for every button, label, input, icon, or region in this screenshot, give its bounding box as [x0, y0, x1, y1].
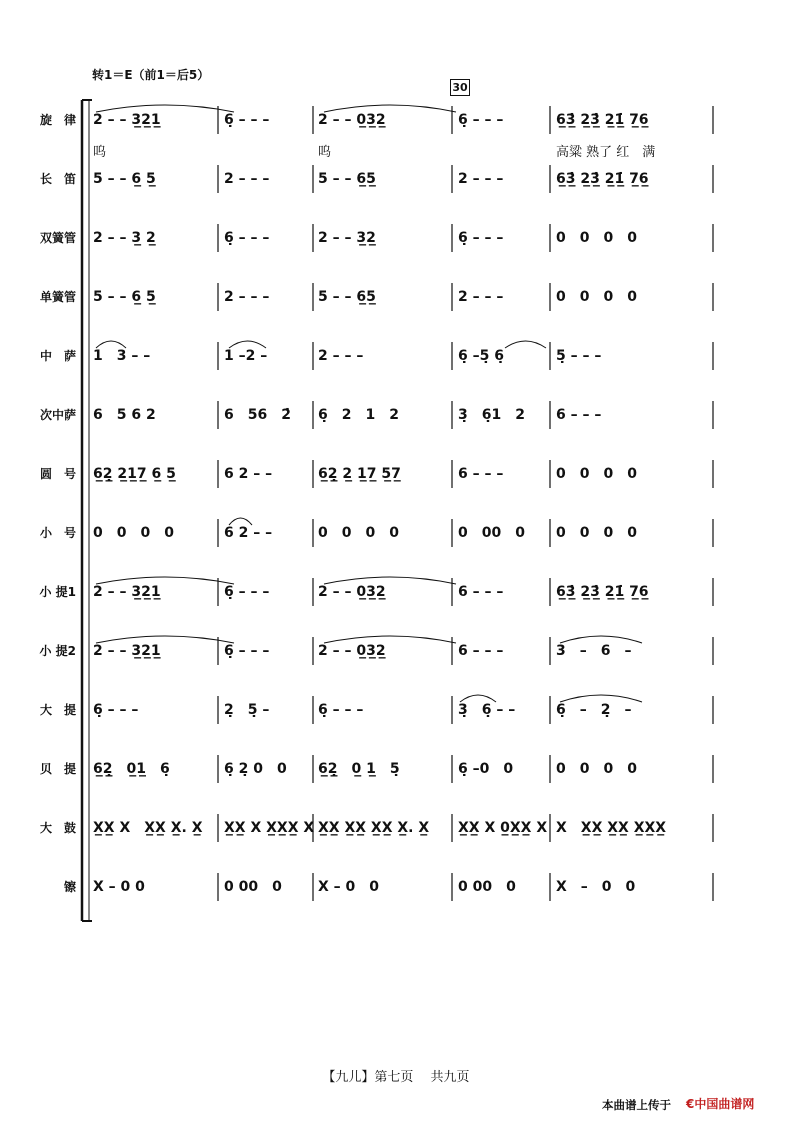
- measure-notation: 2 – – 3̲2̲1̲: [93, 584, 161, 600]
- measure-notation: 6̣ –0 0: [458, 761, 514, 777]
- measure-notation: 2 – – –: [318, 348, 364, 364]
- lyric-text: 呜: [318, 145, 332, 160]
- measure-notation: 6̲3̲̇ 2̲3̲̇ 2̲1̲̇ 7̲6̲: [556, 171, 649, 187]
- measure-notation: X̲X̲ X̲X̲ X̲X̲ X̲. X̲: [318, 820, 430, 836]
- measure-notation: 2 – – 0̲3̲2̲: [318, 643, 386, 659]
- measure-notation: 2 – – 3̲2̲1̲: [93, 112, 161, 128]
- measure-notation: 6̲3̲̇ 2̲3̲̇ 2̲1̲̇ 7̲6̲: [556, 584, 649, 600]
- measure-notation: 3 – 6 –: [556, 643, 632, 659]
- phrase-slur: [560, 636, 642, 643]
- measure-notation: 6̲2̲̣ 2̲1̲7̲ 6̲ 5̲: [93, 466, 176, 482]
- instrument-name: 小 提2: [39, 644, 76, 658]
- measure-notation: 2 – – –: [458, 289, 504, 305]
- measure-notation: X – 0 0: [318, 879, 380, 895]
- logo-text: 中国曲谱网: [694, 1097, 755, 1111]
- phrase-slur: [96, 577, 234, 584]
- measure-notation: 6 5 6 2: [93, 407, 156, 423]
- instrument-name: 长 笛: [39, 172, 76, 186]
- measure-notation: 6 2 – –: [224, 466, 273, 482]
- measure-notation: 0 00 0: [458, 879, 516, 895]
- lyric-text: 呜: [93, 145, 107, 160]
- measure-notation: 6 – – –: [458, 584, 504, 600]
- instrument-name: 大 提: [39, 703, 76, 717]
- measure-notation: X̲X̲ X 0̲X̲X̲ X: [458, 820, 548, 836]
- measure-notation: 6̣ – – –: [224, 584, 270, 600]
- instrument-name: 旋 律: [39, 113, 76, 127]
- phrase-slur: [560, 695, 642, 702]
- instrument-name: 圆 号: [39, 467, 76, 481]
- lyric-text: 高粱 熟了 红 满: [556, 145, 656, 160]
- measure-notation: 6̣ – – –: [93, 702, 139, 718]
- measure-notation: 6̣ 2̣ 0 0: [224, 761, 287, 777]
- phrase-slur: [324, 105, 456, 112]
- measure-notation: 2 – – –: [224, 171, 270, 187]
- measure-notation: 6̣ – – –: [224, 112, 270, 128]
- measure-notation: 0 0 0 0: [556, 289, 637, 305]
- measure-notation: 2 – – 3̲ 2̲: [93, 230, 156, 246]
- phrase-slur: [96, 636, 234, 643]
- instrument-name: 双簧管: [39, 231, 76, 245]
- measure-notation: 2 – – –: [224, 289, 270, 305]
- measure-notation: 0 0 0 0: [556, 466, 637, 482]
- measure-notation: X̲X̲ X X̲X̲ X̲. X̲: [93, 820, 203, 836]
- measure-notation: 1 –2 –: [224, 348, 268, 364]
- measure-notation: 3̣ 6̣ – –: [458, 702, 516, 718]
- page-footer: 【九儿】第七页 共九页: [322, 1070, 470, 1085]
- measure-notation: 5 – – 6̲ 5̲: [93, 171, 156, 187]
- phrase-slur: [96, 105, 234, 112]
- measure-notation: 6 2 – –: [224, 525, 273, 541]
- measure-notation: X̲X̲ X X̲X̲X̲ X: [224, 820, 315, 836]
- measure-notation: 0 00 0: [458, 525, 525, 541]
- measure-notation: 6̣ – – –: [224, 230, 270, 246]
- measure-notation: 0 00 0: [224, 879, 282, 895]
- measure-notation: 5 – – 6̲5̲: [318, 171, 376, 187]
- instrument-name: 大 鼓: [39, 821, 76, 835]
- tie-slur: [505, 341, 546, 348]
- measure-notation: 0 0 0 0: [556, 230, 637, 246]
- measure-notation: X – 0 0: [93, 879, 145, 895]
- tie-slur: [229, 341, 266, 348]
- measure-notation: 6̲2̲̣ 0̲1̲ 6̣: [93, 761, 170, 777]
- measure-notation: 3̣ 6̣1 2: [458, 407, 525, 423]
- tie-slur: [460, 695, 496, 702]
- rehearsal-mark: 30: [450, 79, 470, 96]
- measure-notation: 5̣ – – –: [556, 348, 602, 364]
- measure-notation: 0 0 0 0: [318, 525, 399, 541]
- measure-notation: 2 – – 3̲2̲: [318, 230, 376, 246]
- site-logo: [686, 1095, 754, 1112]
- measure-notation: 6̲2̲̣ 0̲ 1̲ 5̣: [318, 761, 400, 777]
- measure-notation: 2 – – –: [458, 171, 504, 187]
- measure-notation: 6̣ – – –: [318, 702, 364, 718]
- measure-notation: 0 0 0 0: [93, 525, 174, 541]
- measure-notation: 6 – – –: [556, 407, 602, 423]
- measure-notation: 6 56 2̇: [224, 407, 291, 423]
- measure-notation: 6̲2̲̣ 2̲ 1̲7̲ 5̲7̲: [318, 466, 401, 482]
- measure-notation: 6̣ – – –: [458, 230, 504, 246]
- phrase-slur: [324, 636, 456, 643]
- measure-notation: 6̣ – – –: [458, 112, 504, 128]
- instrument-name: 镲: [63, 880, 76, 894]
- instrument-name: 次中萨: [39, 408, 76, 422]
- phrase-slur: [324, 577, 456, 584]
- measure-notation: 2 – – 0̲3̲2̲: [318, 584, 386, 600]
- measure-notation: 0 0 0 0: [556, 525, 637, 541]
- measure-notation: 5 – – 6̲5̲: [318, 289, 376, 305]
- instrument-name: 小 号: [39, 526, 76, 540]
- tie-slur: [229, 518, 252, 525]
- measure-notation: 2 – – 3̲2̲1̲: [93, 643, 161, 659]
- instrument-name: 贝 提: [39, 762, 76, 776]
- measure-notation: 6̣ –5̣ 6̣: [458, 348, 504, 364]
- measure-notation: 0 0 0 0: [556, 761, 637, 777]
- measure-notation: X X̲X̲ X̲X̲ X̲X̲X̲: [556, 820, 667, 836]
- measure-notation: 2 – – 0̲3̲2̲: [318, 112, 386, 128]
- measure-notation: 6 – – –: [458, 466, 504, 482]
- tie-slur: [96, 341, 126, 348]
- instrument-name: 小 提1: [39, 585, 76, 599]
- key-change-label: 转1＝E（前1＝后5）: [92, 68, 210, 82]
- measure-notation: X – 0 0: [556, 879, 636, 895]
- measure-notation: 5 – – 6̲ 5̲: [93, 289, 156, 305]
- measure-notation: 6̣ – – –: [224, 643, 270, 659]
- measure-notation: 2̣ 5̣ –: [224, 702, 270, 718]
- instrument-name: 单簧管: [39, 290, 76, 304]
- upload-source-note: 本曲谱上传于: [602, 1098, 671, 1112]
- measure-notation: 6̣ – 2̣ –: [556, 702, 632, 718]
- measure-notation: 1 3 – –: [93, 348, 151, 364]
- logo-icon: €: [686, 1097, 695, 1111]
- instrument-name: 中 萨: [39, 349, 76, 363]
- measure-notation: 6 – – –: [458, 643, 504, 659]
- measure-notation: 6̣ 2 1 2: [318, 407, 399, 423]
- measure-notation: 6̲3̲̇ 2̲3̲̇ 2̲1̲̇ 7̲6̲: [556, 112, 649, 128]
